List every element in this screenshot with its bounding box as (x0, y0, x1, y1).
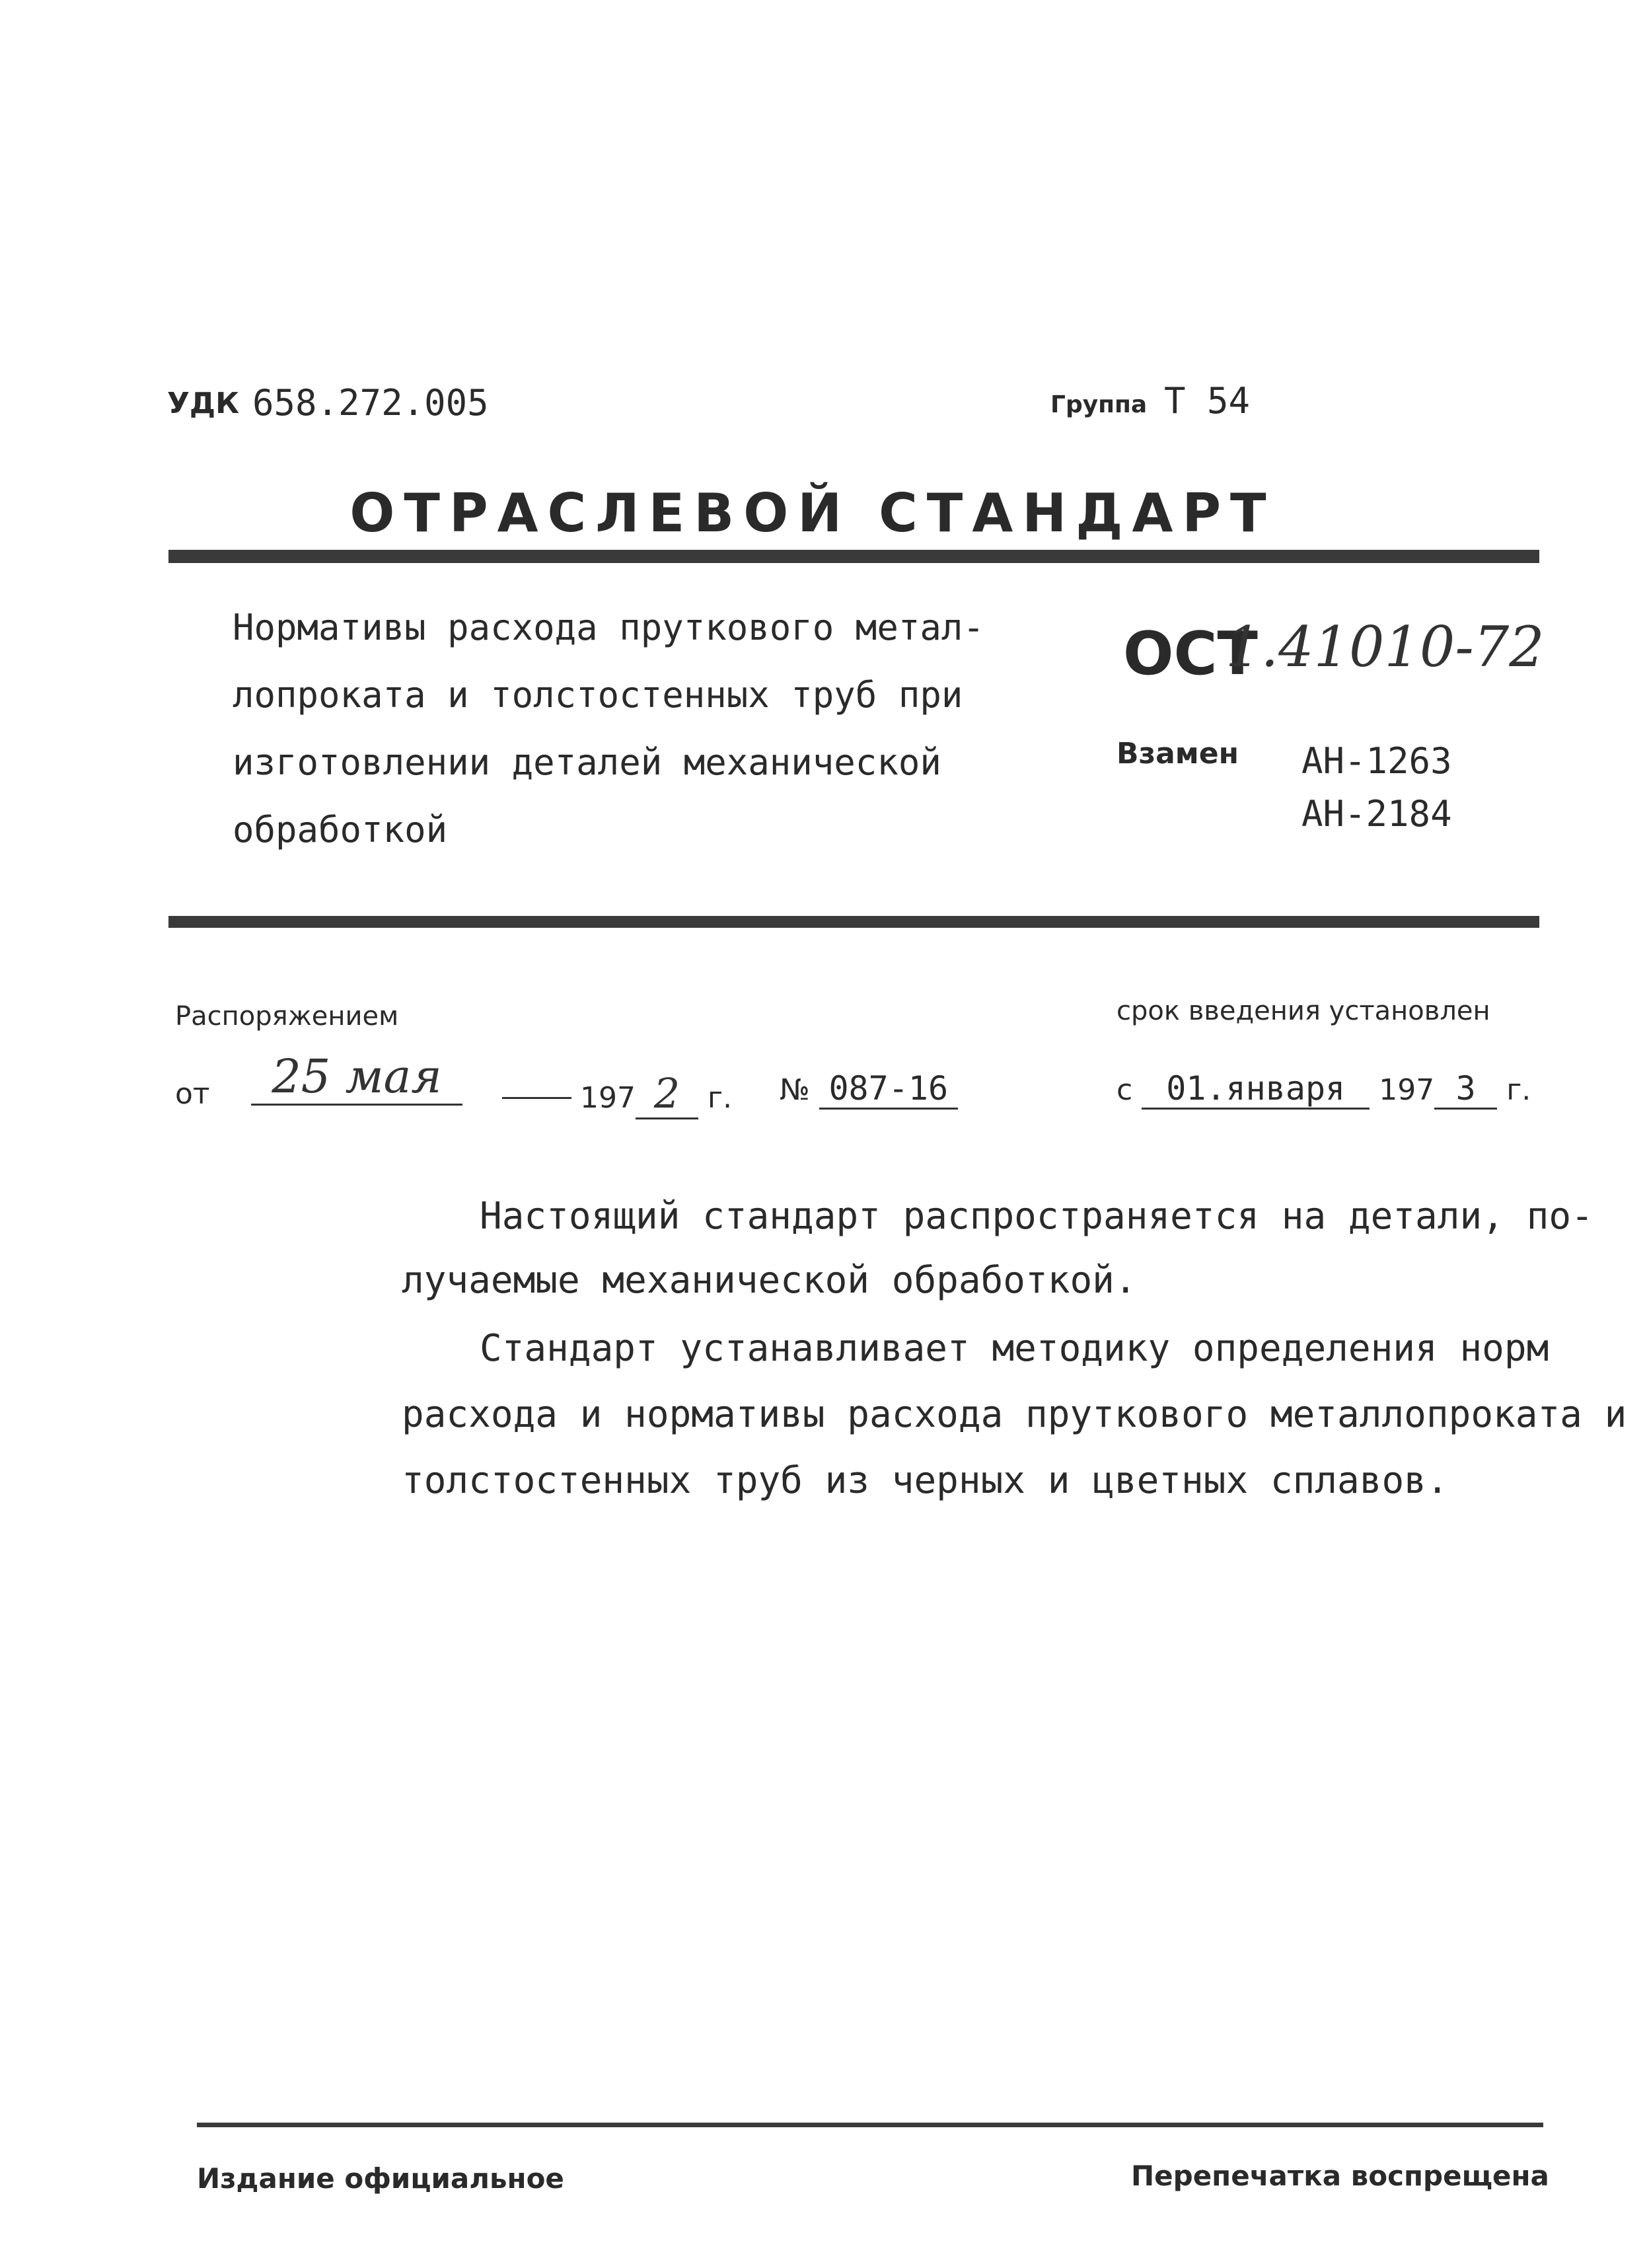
order-year-suffix: г. (707, 1081, 733, 1115)
intro-label: срок введения установлен (1116, 996, 1490, 1026)
standard-code-number: 1.41010-72 (1226, 615, 1545, 679)
order-year-digit: 2 (636, 1069, 698, 1119)
replaced-standard-1: АН-1263 (1301, 740, 1452, 782)
standard-title-line-4: обработкой (233, 809, 448, 850)
order-date-blank (502, 1097, 571, 1099)
group-label: Группа (1050, 391, 1148, 418)
intro-year-suffix: г. (1506, 1073, 1531, 1107)
intro-date-value: 01.января (1142, 1069, 1370, 1110)
order-year-prefix: 197 (580, 1081, 636, 1115)
order-number (780, 1069, 958, 1110)
intro-from-prefix: с (1116, 1073, 1133, 1107)
udk-label: УДК (167, 387, 240, 420)
standard-title-line-3: изготовлении деталей механической (233, 741, 941, 783)
document-heading: ОТРАСЛЕВОЙ СТАНДАРТ (349, 482, 1276, 544)
body-line-3: Стандарт устанавливает методику определения норм (480, 1327, 1549, 1370)
order-number-value: 087-16 (819, 1069, 958, 1110)
title-block-rule (168, 916, 1539, 928)
heading-rule (168, 550, 1539, 563)
order-date-value: 25 мая (251, 1049, 462, 1106)
udk-value: 658.272.005 (252, 382, 489, 424)
body-line-5: толстостенных труб из черных и цветных сплавов. (402, 1459, 1449, 1502)
footer-official-edition: Издание официальное (197, 2162, 564, 2195)
standard-code-prefix: ОСТ (1123, 619, 1258, 689)
intro-year-prefix: 197 (1379, 1073, 1435, 1107)
order-date (251, 1049, 462, 1106)
intro-year-digit: 3 (1434, 1069, 1497, 1110)
footer-reprint-prohibited: Перепечатка воспрещена (1131, 2160, 1549, 2192)
intro-date (1116, 1069, 1531, 1110)
body-line-4: расхода и нормативы расхода пруткового металлопроката и (402, 1393, 1627, 1436)
replaces-label: Взамен (1116, 737, 1239, 771)
body-line-1: Настоящий стандарт распространяется на детали, по- (480, 1195, 1593, 1238)
standard-title-line-1: Нормативы расхода пруткового метал- (233, 607, 984, 648)
standard-title-line-2: лопроката и толстостенных труб при (233, 674, 963, 716)
order-label: Распоряжением (175, 1001, 399, 1032)
order-year (580, 1069, 732, 1119)
replaced-standard-2: АН-2184 (1301, 793, 1452, 835)
body-line-2: лучаемые механической обработкой. (402, 1259, 1137, 1302)
footer-rule (197, 2123, 1543, 2127)
group-value: Т 54 (1164, 380, 1251, 422)
order-number-label: № (780, 1073, 810, 1107)
order-from-prefix: от (175, 1077, 210, 1111)
